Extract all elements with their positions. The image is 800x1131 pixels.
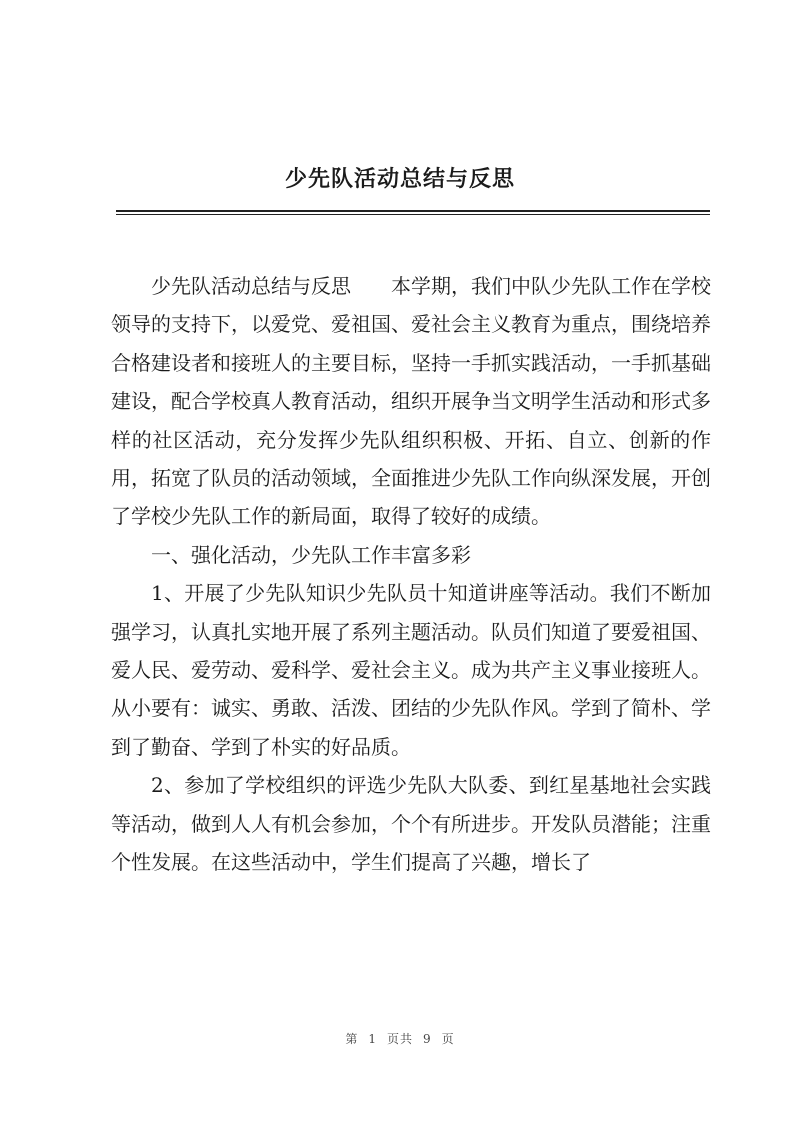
title-rule-thin	[116, 214, 710, 215]
footer-total-pages: 9	[423, 1032, 432, 1046]
intro-label: 少先队活动总结与反思	[151, 274, 351, 298]
footer-middle: 页共	[386, 1032, 413, 1046]
footer-prefix: 第	[345, 1032, 359, 1046]
page-footer	[0, 1030, 800, 1047]
document-title: 少先队活动总结与反思	[284, 166, 515, 192]
paragraph-item-2: 2、参加了学校组织的评选少先队大队委、到红星基地社会实践等活动，做到人人有机会参加，个个有所进步。开发队员潜能；注重个性发展。在这些活动中，学生们提高了兴趣，增长了	[111, 773, 711, 875]
title-rule-thick	[116, 210, 710, 212]
paragraph-item-1: 1、开展了少先队知识少先队员十知道讲座等活动。我们不断加强学习，认真扎实地开展了系列主题活动。队员们知道了要爱祖国、爱人民、爱劳动、爱科学、爱社会主义。成为共产主义事业接班人。从小要有：诚实、勇敢、活泼、团结的少先队作风。学到了简朴、学到了勤奋、学到了朴实的好品质。	[111, 581, 711, 759]
intro-text: 本学期，我们中队少先队工作在学校领导的支持下，以爱党、爱祖国、爱社会主义教育为重点，围绕培养合格建设者和接班人的主要目标，坚持一手抓实践活动，一手抓基础建设，配合学校真人教育活动，组织开展争当文明学生活动和形式多样的社区活动，充分发挥少先队组织积极、开拓、自立、创新的作用，拓宽了队员的活动领域，全面推进少先队工作向纵深发展，开创了学校少先队工作的新局面，取得了较好的成绩。	[111, 274, 711, 529]
footer-suffix: 页	[441, 1032, 455, 1046]
document-body	[111, 267, 711, 882]
paragraph-intro	[111, 267, 711, 536]
section-heading: 一、强化活动，少先队工作丰富多彩	[151, 542, 471, 567]
footer-page-number: 1	[368, 1032, 377, 1046]
